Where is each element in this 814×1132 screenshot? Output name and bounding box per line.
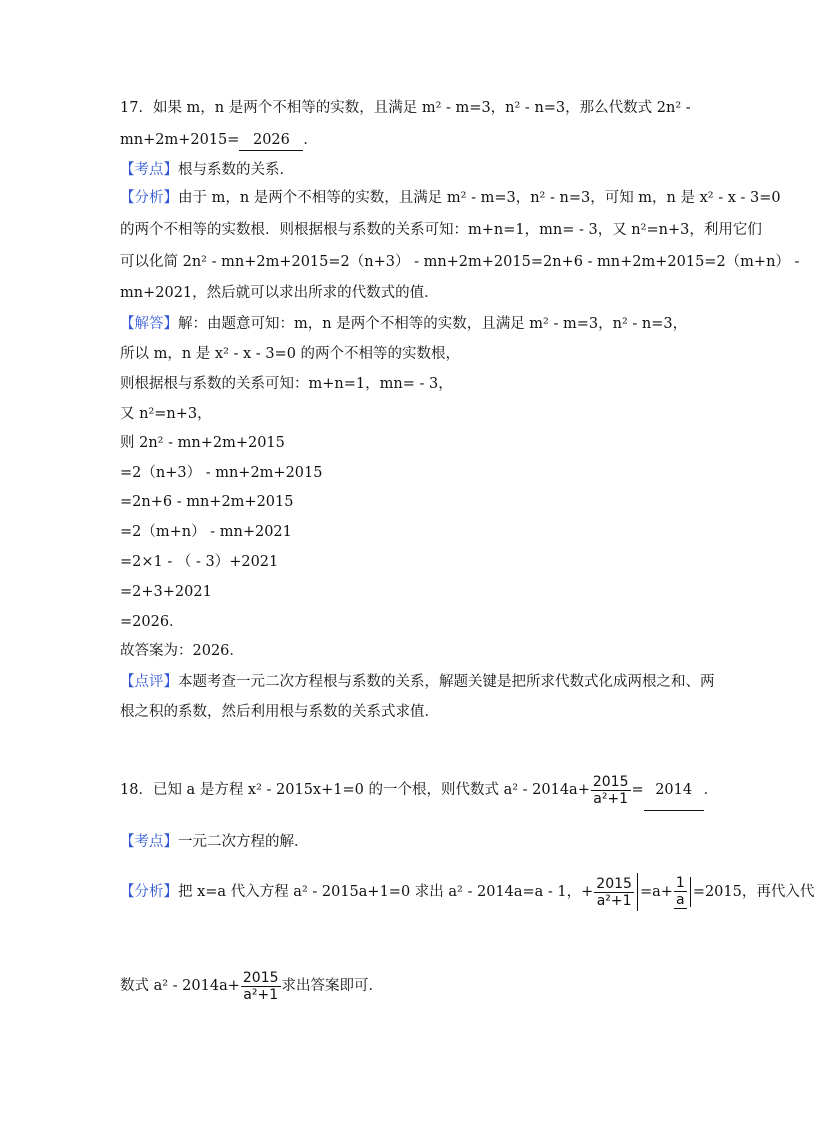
q17-fenxi-line-1 [120, 188, 781, 208]
q18-equals: = [631, 782, 644, 798]
kaodian-tag: 【考点】 [120, 162, 178, 178]
q17-dianping-line-2: 根之积的系数，然后利用根与系数的关系式求值． [120, 704, 439, 720]
q17-step: 则根据根与系数的关系可知：m+n=1，mn= - 3， [120, 376, 453, 392]
q18-fraction [591, 774, 631, 807]
dianping-text: 本题考查一元二次方程根与系数的关系，解题关键是把所求代数式化成两根之和、两 [178, 674, 715, 690]
q18-line-last [120, 966, 383, 1006]
q17-step: =2026． [120, 614, 184, 630]
q17-step: =2（m+n） - mn+2021 [120, 524, 292, 540]
fraction-numerator: 2015 [596, 875, 632, 892]
q17-line-1: 17．如果 m，n 是两个不相等的实数，且满足 m² - m=3，n² - n=3，那么代数式 2n² - [120, 100, 691, 116]
fenxi-fraction [594, 876, 634, 909]
q17-fenxi-line-2: 的两个不相等的实数根．则根据根与系数的关系可知：m+n=1，mn= - 3，又 n²=n+3，利用它们 [120, 222, 762, 238]
q18-period: ． [703, 782, 719, 798]
last-text: 数式 a² - 2014a+ [120, 978, 240, 994]
fenxi-post: =2015，再代入代 [692, 884, 814, 900]
fenxi-fraction-2 [674, 875, 687, 909]
q18-fenxi [120, 872, 814, 912]
q17-kaodian [120, 160, 294, 180]
fraction-denominator: a [676, 892, 685, 908]
last-post: 求出答案即可． [281, 978, 384, 994]
q17-step: =2×1 - （ - 3）+2021 [120, 554, 279, 570]
q18-answer: 2014 [644, 770, 704, 811]
q17-line-2 [120, 130, 318, 151]
q18-line-1 [120, 770, 718, 811]
q17-step: 所以 m，n 是 x² - x - 3=0 的两个不相等的实数根， [120, 346, 461, 362]
q17-step: =2（n+3） - mn+2m+2015 [120, 465, 323, 481]
fenxi-tag: 【分析】 [120, 190, 178, 206]
q18-question-text: 18．已知 a 是方程 x² - 2015x+1=0 的一个根，则代数式 a² - 2014a+ [120, 782, 590, 798]
q17-step: =2n+6 - mn+2m+2015 [120, 494, 294, 510]
kaodian-text: 一元二次方程的解． [178, 834, 309, 850]
q17-expression: mn+2m+2015= [120, 132, 240, 148]
fenxi-text: 由于 m，n 是两个不相等的实数，且满足 m² - m=3，n² - n=3，可知 m，n 是 x² - x - 3=0 [178, 190, 781, 206]
q17-dianping-line-1 [120, 672, 715, 692]
kaodian-text: 根与系数的关系． [178, 162, 294, 178]
q17-fenxi-line-3: 可以化简 2n² - mn+2m+2015=2（n+3） - mn+2m+2015=2n+6 - mn+2m+2015=2（m+n） - [120, 254, 800, 270]
q17-jieda-line-1 [120, 314, 687, 334]
q17-step: 则 2n² - mn+2m+2015 [120, 435, 285, 451]
fraction-numerator: 2015 [242, 969, 279, 986]
q17-final-answer: 故答案为：2026． [120, 643, 244, 659]
kaodian-tag: 【考点】 [120, 834, 178, 850]
fenxi-text: 把 x=a 代入方程 a² - 2015a+1=0 求出 a² - 2014a=a - 1，+ [178, 884, 594, 900]
q17-period: ． [303, 132, 318, 148]
fraction-numerator: 1 [675, 875, 685, 891]
fraction-numerator: 2015 [592, 773, 629, 790]
fenxi-mid: =a+ [639, 884, 673, 900]
dianping-tag: 【点评】 [120, 674, 178, 690]
vertical-bar [637, 873, 638, 911]
fraction-denominator: a²+1 [593, 790, 629, 807]
jieda-tag: 【解答】 [120, 316, 178, 332]
fraction-denominator: a²+1 [243, 986, 279, 1003]
q18-kaodian [120, 832, 309, 852]
last-fraction [241, 970, 281, 1003]
q17-step: 又 n²=n+3， [120, 406, 212, 422]
fraction-denominator: a²+1 [596, 892, 632, 909]
vertical-bar [690, 877, 691, 907]
q17-answer: 2026 [239, 130, 303, 151]
q17-fenxi-line-4: mn+2021，然后就可以求出所求的代数式的值． [120, 285, 439, 301]
q17-step: =2+3+2021 [120, 584, 212, 600]
fenxi-tag: 【分析】 [120, 884, 178, 900]
jieda-text: 解：由题意可知：m，n 是两个不相等的实数，且满足 m² - m=3，n² - n=3， [178, 316, 688, 332]
